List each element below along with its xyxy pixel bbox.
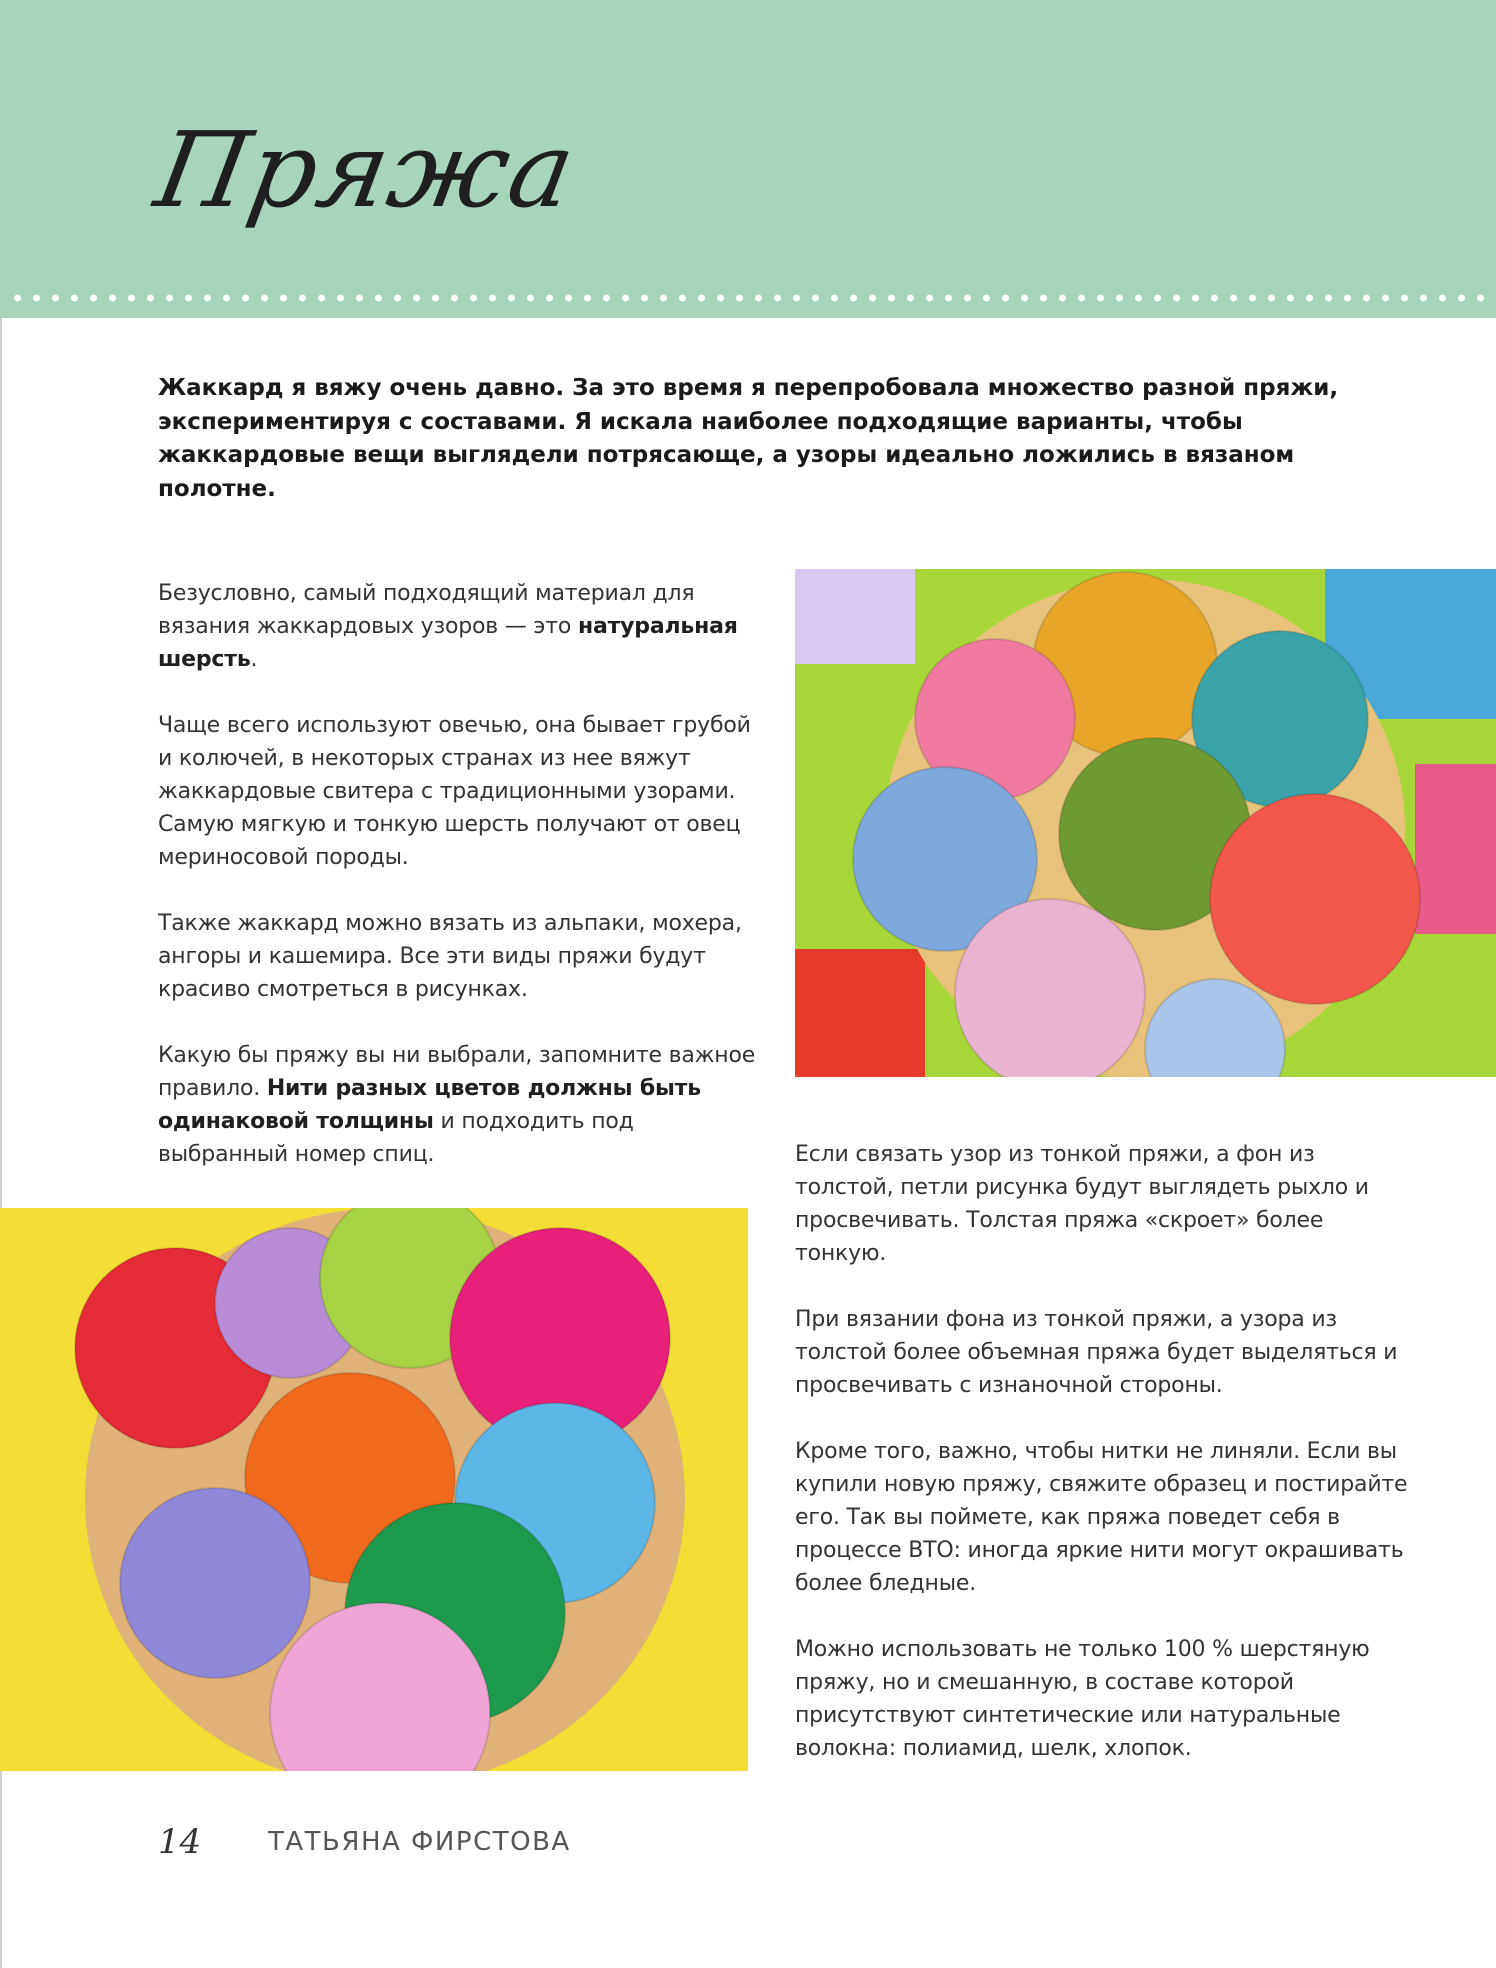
yarn-ball-lilac xyxy=(955,899,1145,1077)
paragraph-thin-yarn-background: При вязании фона из тонкой пряжи, а узора из толстой более объемная пряжа будет выделяться и просвечивать с изнаночной стороны. xyxy=(795,1307,1398,1398)
paragraph-thin-yarn-pattern: Если связать узор из тонкой пряжи, а фон из толстой, петли рисунка будут выглядеть рыхло и просвечивать. Толстая пряжа «скроет» более тонкую. xyxy=(795,1142,1369,1266)
author-name: ТАТЬЯНА ФИРСТОВА xyxy=(268,1827,571,1857)
right-column xyxy=(795,1138,1415,1798)
emphasis-natural-wool: натуральная шерсть xyxy=(158,614,738,672)
yarn-ball-violet xyxy=(120,1488,310,1678)
yarn-ball-coral xyxy=(1210,794,1420,1004)
emphasis-same-thickness: Нити разных цветов должны быть одинаковой толщины xyxy=(158,1076,701,1134)
yarn-photo-top xyxy=(795,569,1496,1077)
paragraph-alpaca: Также жаккард можно вязать из альпаки, мохера, ангоры и кашемира. Все эти виды пряжи будут красиво смотреться в рисунках. xyxy=(158,911,742,1002)
header-band xyxy=(0,0,1496,318)
left-column xyxy=(158,577,758,1204)
paragraph-rule: Какую бы пряжу вы ни выбрали, запомните важное правило. Нити разных цветов должны быть одинаковой толщины и подходить под выбранный номер спиц. xyxy=(158,1043,756,1167)
intro-paragraph: Жаккард я вяжу очень давно. За это время я перепробовала множество разной пряжи, экспериментируя с составами. Я искала наиболее подходящие варианты, чтобы жаккардовые вещи выглядели потрясающе, а узоры идеально ложились в вязаном полотне. xyxy=(158,375,1339,502)
page-title: Пряжа xyxy=(147,109,586,231)
page-number: 14 xyxy=(158,1822,202,1862)
yarn-photo-bottom xyxy=(0,1208,748,1771)
yarn-balls-illustration-top xyxy=(795,569,1496,1077)
paragraph-natural-wool: Безусловно, самый подходящий материал для вязания жаккардовых узоров — это натуральная шерсть. xyxy=(158,581,738,672)
knit-swatch-red xyxy=(795,949,925,1077)
paragraph-colorfast: Кроме того, важно, чтобы нитки не линяли. Если вы купили новую пряжу, свяжите образец и постирайте его. Так вы поймете, как пряжа поведет себя в процессе ВТО: иногда яркие нити могут окрашивать более бледные. xyxy=(795,1439,1408,1596)
paragraph-sheep-wool: Чаще всего используют овечью, она бывает грубой и колючей, в некоторых странах из нее вяжут жаккардовые свитера с традиционными узорами. Самую мягкую и тонкую шерсть получают от овец мериносовой породы. xyxy=(158,713,751,870)
knit-swatch-pink xyxy=(1415,764,1496,934)
knit-swatch-purple xyxy=(795,569,915,664)
paragraph-blended-yarn: Можно использовать не только 100 % шерстяную пряжу, но и смешанную, в составе которой присутствуют синтетические или натуральные волокна: полиамид, шелк, хлопок. xyxy=(795,1637,1370,1761)
yarn-balls-illustration-bottom xyxy=(0,1208,748,1771)
dotted-divider xyxy=(8,293,1488,303)
